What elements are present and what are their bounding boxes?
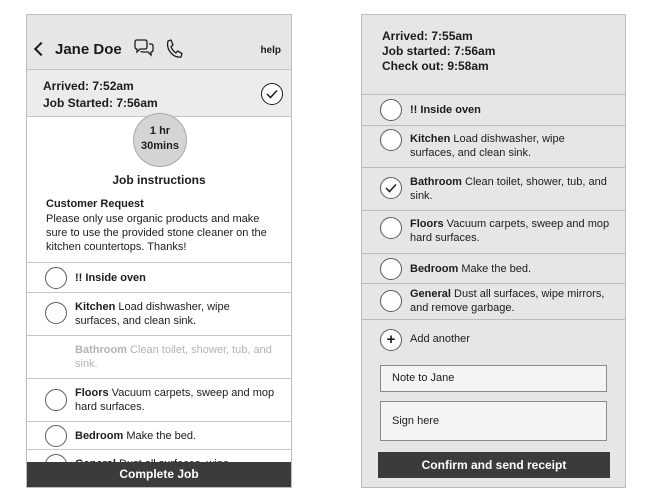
- task-name: Bedroom: [410, 263, 459, 275]
- arrival-check-circle: [261, 83, 283, 105]
- task-name: Kitchen: [75, 301, 116, 313]
- task-description: Load dishwasher, wipe surfaces, and clean sink.: [75, 301, 230, 327]
- add-another-row[interactable]: [362, 319, 625, 359]
- task-name: !! Inside oven: [75, 272, 146, 284]
- task-item-bathroom[interactable]: [27, 335, 291, 378]
- task-item-bedroom[interactable]: [362, 253, 625, 283]
- job-started-time: Job Started: 7:56am: [43, 96, 158, 110]
- customer-name: Jane Doe: [55, 41, 122, 58]
- task-item-floors[interactable]: [362, 210, 625, 253]
- arrival-status: [27, 69, 291, 117]
- task-name: General: [410, 288, 451, 300]
- top-bar: [27, 15, 291, 69]
- customer-request-text: Please only use organic products and make sure to use the provided stone cleaner on the kitchen countertops. Thanks!: [46, 213, 267, 253]
- job-summary-screen: [361, 14, 626, 488]
- task-checkbox[interactable]: [380, 129, 402, 151]
- chat-bubbles-icon[interactable]: [133, 39, 155, 57]
- task-checkbox[interactable]: [380, 290, 402, 312]
- plus-icon[interactable]: +: [380, 329, 402, 351]
- task-name: Bathroom: [410, 176, 462, 188]
- task-checkbox[interactable]: [45, 425, 67, 447]
- task-description: Vacuum carpets, sweep and mop hard surfaces.: [410, 218, 610, 244]
- task-description: Clean toilet, shower, tub, and sink.: [75, 344, 272, 370]
- add-another-label: Add another: [410, 333, 470, 345]
- check-icon: [381, 178, 401, 198]
- help-link[interactable]: help: [260, 45, 281, 56]
- timer-hours: 1 hr: [149, 125, 171, 137]
- task-description: Make the bed.: [123, 430, 197, 442]
- task-checkbox[interactable]: [45, 389, 67, 411]
- check-icon: [262, 84, 282, 104]
- check-out-time: Check out: 9:58am: [382, 59, 489, 73]
- task-checkbox[interactable]: [45, 302, 67, 324]
- task-description: Vacuum carpets, sweep and mop hard surfaces.: [75, 387, 275, 413]
- confirm-send-receipt-button[interactable]: Confirm and send receipt: [378, 452, 610, 478]
- task-checkbox[interactable]: [45, 267, 67, 289]
- task-item-kitchen[interactable]: [27, 292, 291, 335]
- arrived-time: Arrived: 7:55am: [382, 29, 473, 43]
- task-name: Bathroom: [75, 344, 127, 356]
- complete-job-button[interactable]: Complete Job: [27, 462, 291, 487]
- task-checkbox[interactable]: [380, 99, 402, 121]
- task-item-bathroom[interactable]: [362, 167, 625, 210]
- arrived-time: Arrived: 7:52am: [43, 79, 134, 93]
- task-name: Kitchen: [410, 133, 451, 145]
- task-item-floors[interactable]: [27, 378, 291, 421]
- job-timer: [133, 113, 187, 167]
- job-instructions-heading: Job instructions: [112, 173, 206, 187]
- signature-field[interactable]: Sign here: [380, 401, 607, 441]
- customer-request-title: Customer Request: [46, 198, 144, 210]
- task-description: Dust all surfaces, wipe mirrors, and remove garbage.: [410, 288, 605, 314]
- task-name: Bedroom: [75, 430, 124, 442]
- job-in-progress-screen: [26, 14, 292, 488]
- task-name: Floors: [410, 218, 444, 230]
- timer-mins: 30mins: [141, 140, 179, 152]
- task-checkbox-checked[interactable]: [380, 177, 402, 199]
- task-checkbox[interactable]: [380, 258, 402, 280]
- task-item-bedroom[interactable]: [27, 421, 291, 449]
- task-checkbox[interactable]: [380, 217, 402, 239]
- task-item-general[interactable]: [362, 283, 625, 319]
- task-description: Load dishwasher, wipe surfaces, and clean sink.: [410, 133, 565, 159]
- job-started-time: Job started: 7:56am: [382, 44, 496, 58]
- chevron-left-icon[interactable]: [34, 42, 48, 56]
- task-description: Make the bed.: [458, 263, 532, 275]
- job-times: [382, 29, 495, 74]
- task-item-oven[interactable]: [27, 262, 291, 292]
- task-name: Floors: [75, 387, 109, 399]
- task-description: Clean toilet, shower, tub, and sink.: [410, 176, 607, 202]
- note-input[interactable]: Note to Jane: [380, 365, 607, 392]
- task-item-kitchen[interactable]: [362, 125, 625, 167]
- task-item-oven[interactable]: [362, 94, 625, 125]
- phone-icon[interactable]: [165, 39, 183, 59]
- task-name: !! Inside oven: [410, 104, 481, 116]
